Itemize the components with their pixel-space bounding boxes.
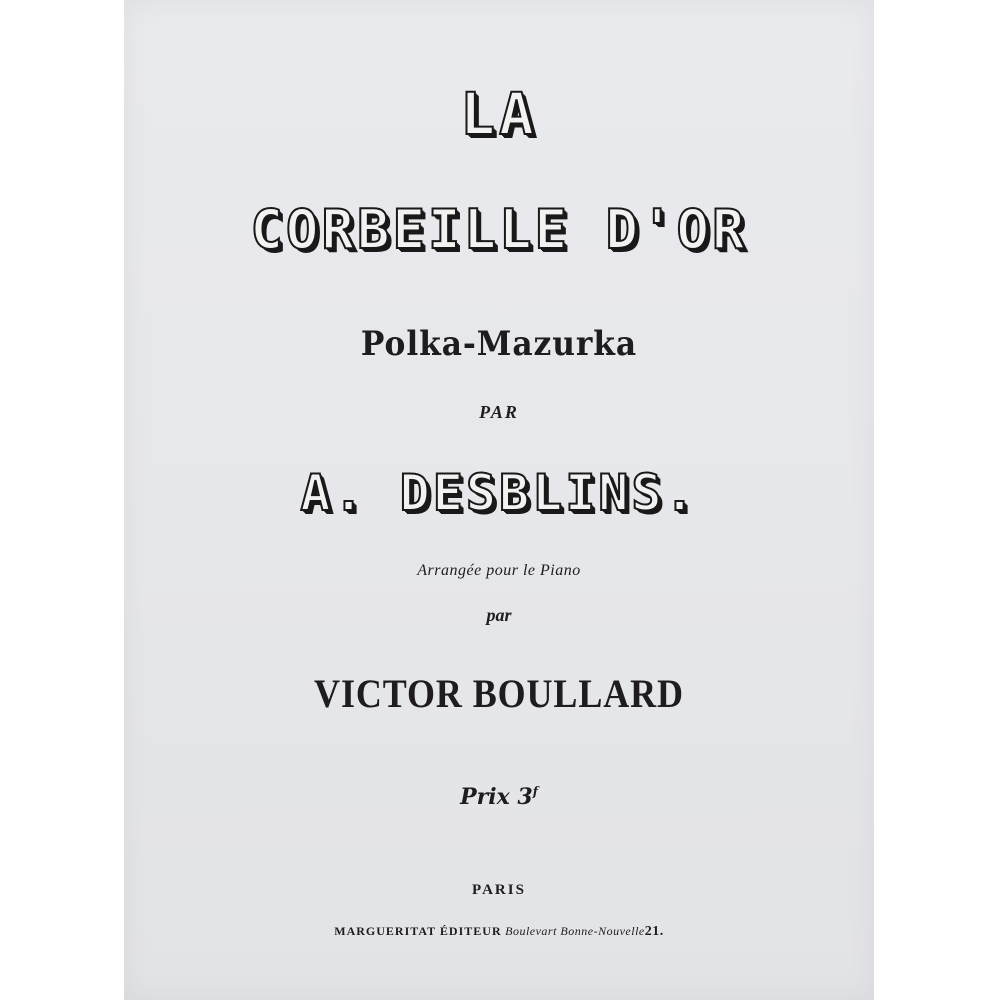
composer-by-label: PAR <box>479 402 519 422</box>
arrangement-note: Arrangée pour le Piano <box>417 562 581 579</box>
title-line-2: CORBEILLE D'OR <box>250 198 748 261</box>
publisher-name: MARGUERITAT ÉDITEUR <box>334 924 502 938</box>
music-title-page <box>124 0 874 1000</box>
publisher-address: Boulevart Bonne-Nouvelle <box>505 924 645 938</box>
composer-name: A. DESBLINS. <box>300 464 698 522</box>
price-unit: f <box>532 784 538 799</box>
publisher-line <box>124 924 874 940</box>
price-label: Prix 3 <box>460 784 533 810</box>
arranger-by-label: par <box>486 605 512 625</box>
publisher-number: 21. <box>644 924 664 939</box>
publication-city: PARIS <box>472 882 526 898</box>
arranger-name: VICTOR BOULLARD <box>314 671 684 716</box>
title-line-1: LA <box>460 80 538 148</box>
genre-subtitle: Polka-Mazurka <box>360 324 638 364</box>
price <box>124 784 874 810</box>
